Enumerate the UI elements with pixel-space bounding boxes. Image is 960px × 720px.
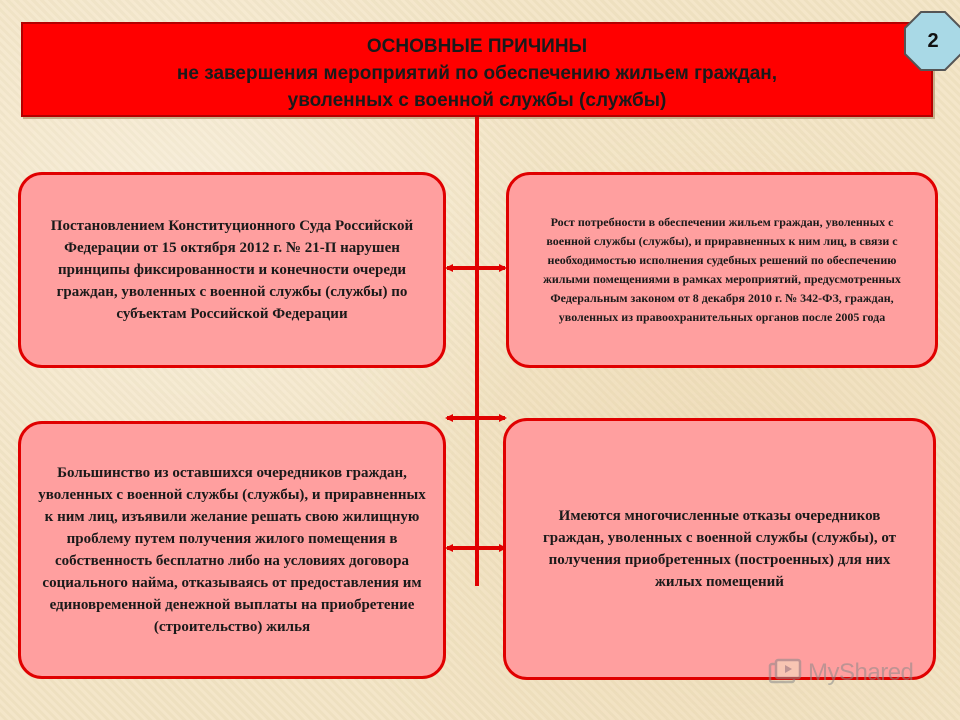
reason-text-top-left: Постановлением Конституционного Суда Российской Федерации от 15 октября 2012 г. № 21-П нарушен принципы фиксированности и конечности очереди граждан, уволенных с военной службы (службы) по субъектам Российской Федерации	[50, 218, 414, 322]
watermark-text: MyShared	[808, 659, 914, 686]
title-line-1: ОСНОВНЫЕ ПРИЧИНЫ	[366, 36, 588, 57]
watermark	[768, 655, 913, 691]
reason-box-constitutional-court	[18, 172, 446, 368]
title-line-3: уволенных с военной службы (службы)	[287, 90, 667, 111]
slide-number: 2	[927, 30, 939, 52]
reason-text-bottom-right: Имеются многочисленные отказы очередников граждан, уволенных с военной службы (службы), от получения приобретенных (построенных) для них жилых помещений	[542, 508, 897, 590]
presentation-icon	[768, 658, 802, 688]
title-line-2: не завершения мероприятий по обеспечению жильем граждан,	[176, 63, 778, 84]
reason-text-bottom-left: Большинство из оставшихся очередников граждан, уволенных с военной службы (службы), и приравненных к ним лиц, изъявили желание решать свою жилищную проблему путем получения жилого помещения в собственность бесплатно либо на условиях договора социального найма, отказываясь от предоставления им единовременной денежной выплаты на приобретение (строительство) жилья	[38, 465, 426, 635]
reason-box-ownership-preference	[18, 421, 446, 679]
reason-text-top-right: Рост потребности в обеспечении жильем граждан, уволенных с военной службы (службы), и приравненных к ним лиц, в связи с необходимостью исполнения судебных решений по обеспечению жилыми помещениями в рамках мероприятий, предусмотренных Федеральным законом от 8 декабря 2010 г. № 342-ФЗ, граждан, уволенных из правоохранительных органов после 2005 года	[543, 215, 901, 324]
reason-box-housing-demand-growth	[506, 172, 938, 368]
reason-box-refusals	[503, 418, 936, 680]
